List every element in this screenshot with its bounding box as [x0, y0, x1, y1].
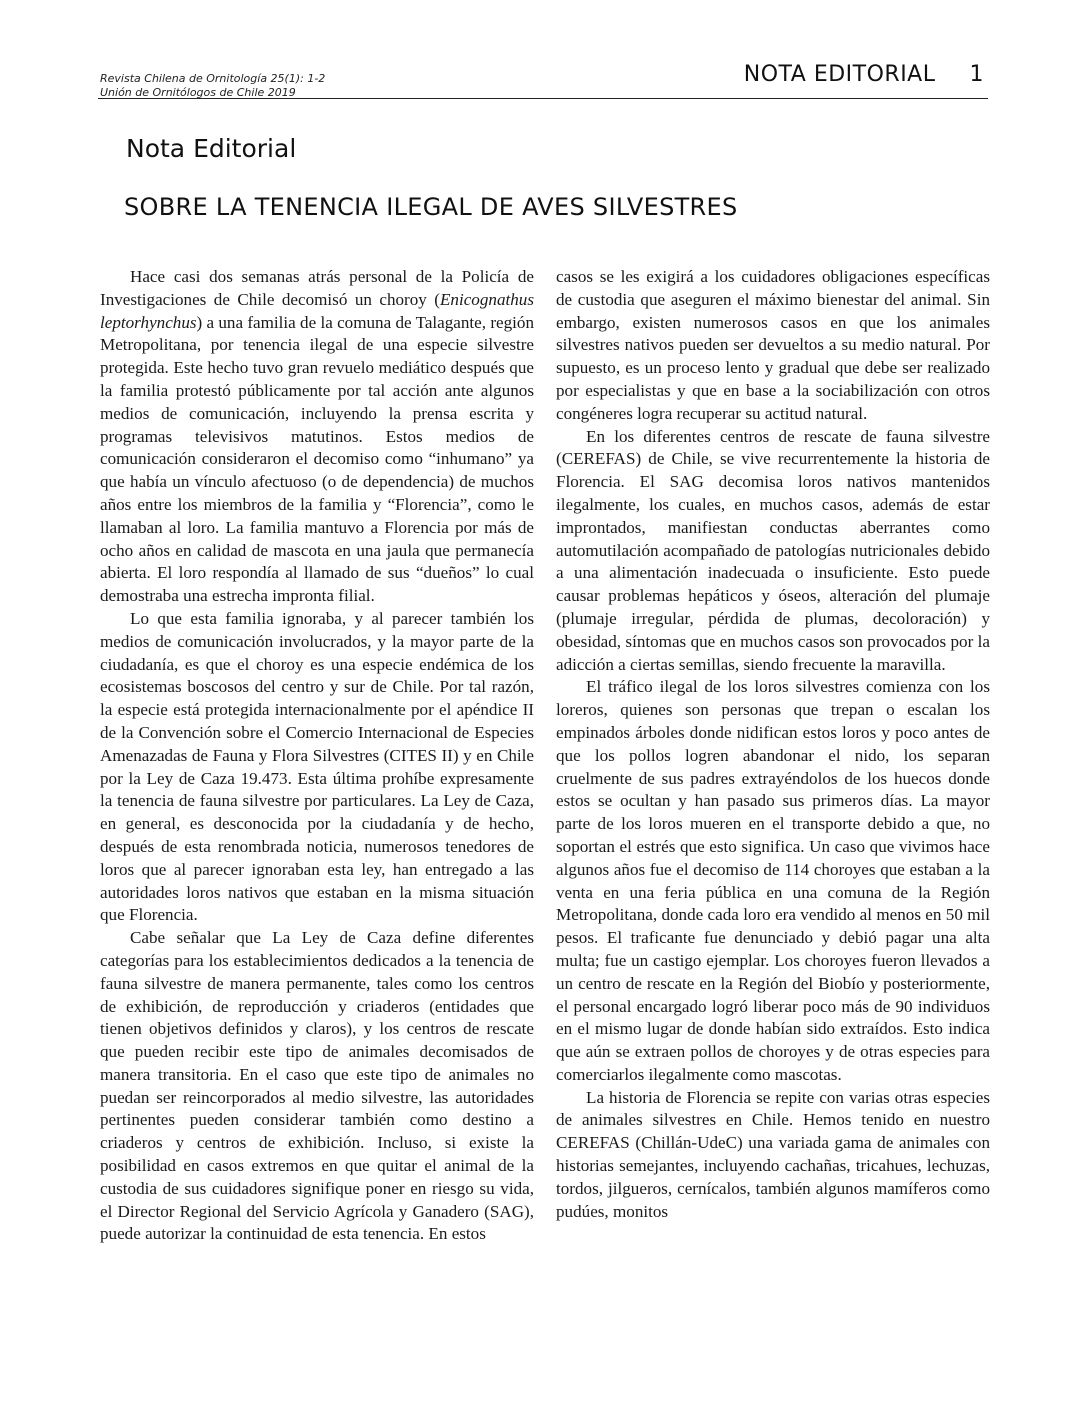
- journal-citation: Revista Chilena de Ornitología 25(1): 1-2: [100, 72, 326, 85]
- running-title: NOTA EDITORIAL: [743, 62, 936, 87]
- paragraph: El tráfico ilegal de los loros silvestres comienza con los loreros, quienes son personas que trepan o escalan los empinados árboles donde nidifican estos loros y poco antes de que los pollos logren abandonar el nido, los separan cruelmente de sus padres extrayéndolos de los huecos donde estos se ocultan y han pasado sus primeros días. La mayor parte de los loros mueren en el transporte debido a que, no soportan el estrés que esto significa. Un caso que vivimos hace algunos años fue el decomiso de 114 choroyes que estaban a la venta en una feria pública en una comuna de la Región Metropolitana, donde cada loro era vendido al menos en 50 mil pesos. El traficante fue denunciado y debió pagar una alta multa; fue un castigo ejemplar. Los choroyes fueron llevados a un centro de rescate en la Región del Biobío y posteriormente, el personal encargado logró liberar poco más de 90 individuos en el mismo lugar de donde habían sido extraídos. Esto indica que aún se extraen pollos de choroyes y de otras especies para comerciarlos ilegalmente como mascotas.: [556, 677, 990, 1084]
- species-name: Enicognathus leptorhynchus: [100, 289, 534, 332]
- paragraph: Hace casi dos semanas atrás personal de la Policía de Investigaciones de Chile decomisó un choroy (Enicognathus leptorhynchus) a una familia de la comuna de Talagante, región Metropolitana, por tenencia ilegal de una especie silvestre protegida. Este hecho tuvo gran revuelo mediático después que la familia protestó públicamente por tal acción ante algunos medios de comunicación, incluyendo la prensa escrita y programas televisivos matutinos. Estos medios de comunicación consideraron el decomiso como “inhumano” ya que había un vínculo afectuoso (o de dependencia) de muchos años entre los miembros de la familia y “Florencia”, como le llamaban al loro. La familia mantuvo a Florencia por más de ocho años en calidad de mascota en una jaula que permanecía abierta. El loro respondía al llamado de sus “dueños” lo cual demostraba una estrecha impronta filial.: [100, 267, 534, 606]
- page-number: 1: [969, 62, 984, 87]
- article-title: SOBRE LA TENENCIA ILEGAL DE AVES SILVESTRES: [124, 193, 738, 221]
- running-header: [744, 62, 984, 87]
- right-column: [556, 266, 990, 1246]
- section-label: Nota Editorial: [126, 134, 297, 163]
- paragraph: En los diferentes centros de rescate de fauna silvestre (CEREFAS) de Chile, se vive recurrentemente la historia de Florencia. El SAG decomisa loros nativos mantenidos ilegalmente, los cuales, en muchos casos, además de estar improntados, manifiestan conductas aberrantes como automutilación acompañado de patologías nutricionales debido a una alimentación inadecuada o insuficiente. Esto puede causar problemas hepáticos y óseos, alteración del plumaje (plumaje irregular, pérdida de plumas, decoloración) y obesidad, síntomas que en muchos casos son provocados por la adicción a ciertas semillas, siendo frecuente la maravilla.: [556, 426, 990, 674]
- journal-info: [100, 72, 325, 100]
- paragraph: Cabe señalar que La Ley de Caza define diferentes categorías para los establecimientos dedicados a la tenencia de fauna silvestre de manera permanente, tales como los centros de exhibición, de reproducción y criaderos (entidades que tienen objetivos definidos y claros), y los centros de rescate que pueden recibir este tipo de animales decomisados de manera transitoria. En el caso que este tipo de animales no puedan ser reincorporados al medio silvestre, las autoridades pertinentes pueden considerar también como destino a criaderos y centros de exhibición. Incluso, si existe la posibilidad en casos extremos en que quitar el animal de la custodia de sus cuidadores signifique poner en riesgo su vida, el Director Regional del Servicio Agrícola y Ganadero (SAG), puede autorizar la continuidad de esta tenencia. En estos: [100, 928, 534, 1244]
- article-body: [100, 266, 990, 1246]
- journal-publisher: Unión de Ornitólogos de Chile 2019: [100, 86, 296, 99]
- left-column: [100, 266, 534, 1246]
- paragraph: La historia de Florencia se repite con varias otras especies de animales silvestres en Chile. Hemos tenido en nuestro CEREFAS (Chillán-UdeC) una variada gama de animales con historias semejantes, incluyendo cachañas, tricahues, lechuzas, tordos, jilgueros, cernícalos, también algunos mamíferos como pudúes, monitos: [556, 1087, 990, 1221]
- paragraph-continued: casos se les exigirá a los cuidadores obligaciones específicas de custodia que aseguren el máximo bienestar del animal. Sin embargo, existen numerosos casos en que los animales silvestres nativos pueden ser devueltos a su medio natural. Por supuesto, es un proceso lento y gradual que debe ser realizado por especialistas y que en base a la sociabilización con otros congéneres logra recuperar su actitud natural.: [556, 267, 990, 423]
- header-rule: [98, 98, 988, 99]
- paragraph: Lo que esta familia ignoraba, y al parecer también los medios de comunicación involucrados, y la mayor parte de la ciudadanía, es que el choroy es una especie endémica de los ecosistemas boscosos del centro y sur de Chile. Por tal razón, la especie está protegida internacionalmente por el apéndice II de la Convención sobre el Comercio Internacional de Especies Amenazadas de Fauna y Flora Silvestres (CITES II) y en Chile por la Ley de Caza 19.473. Esta última prohíbe expresamente la tenencia de fauna silvestre por particulares. La Ley de Caza, en general, es desconocida por la ciudadanía y de hecho, después de esta renombrada noticia, numerosos tenedores de loros que al parecer ignoraban esta ley, han entregado a las autoridades loros nativos que estaban en la misma situación que Florencia.: [100, 608, 534, 925]
